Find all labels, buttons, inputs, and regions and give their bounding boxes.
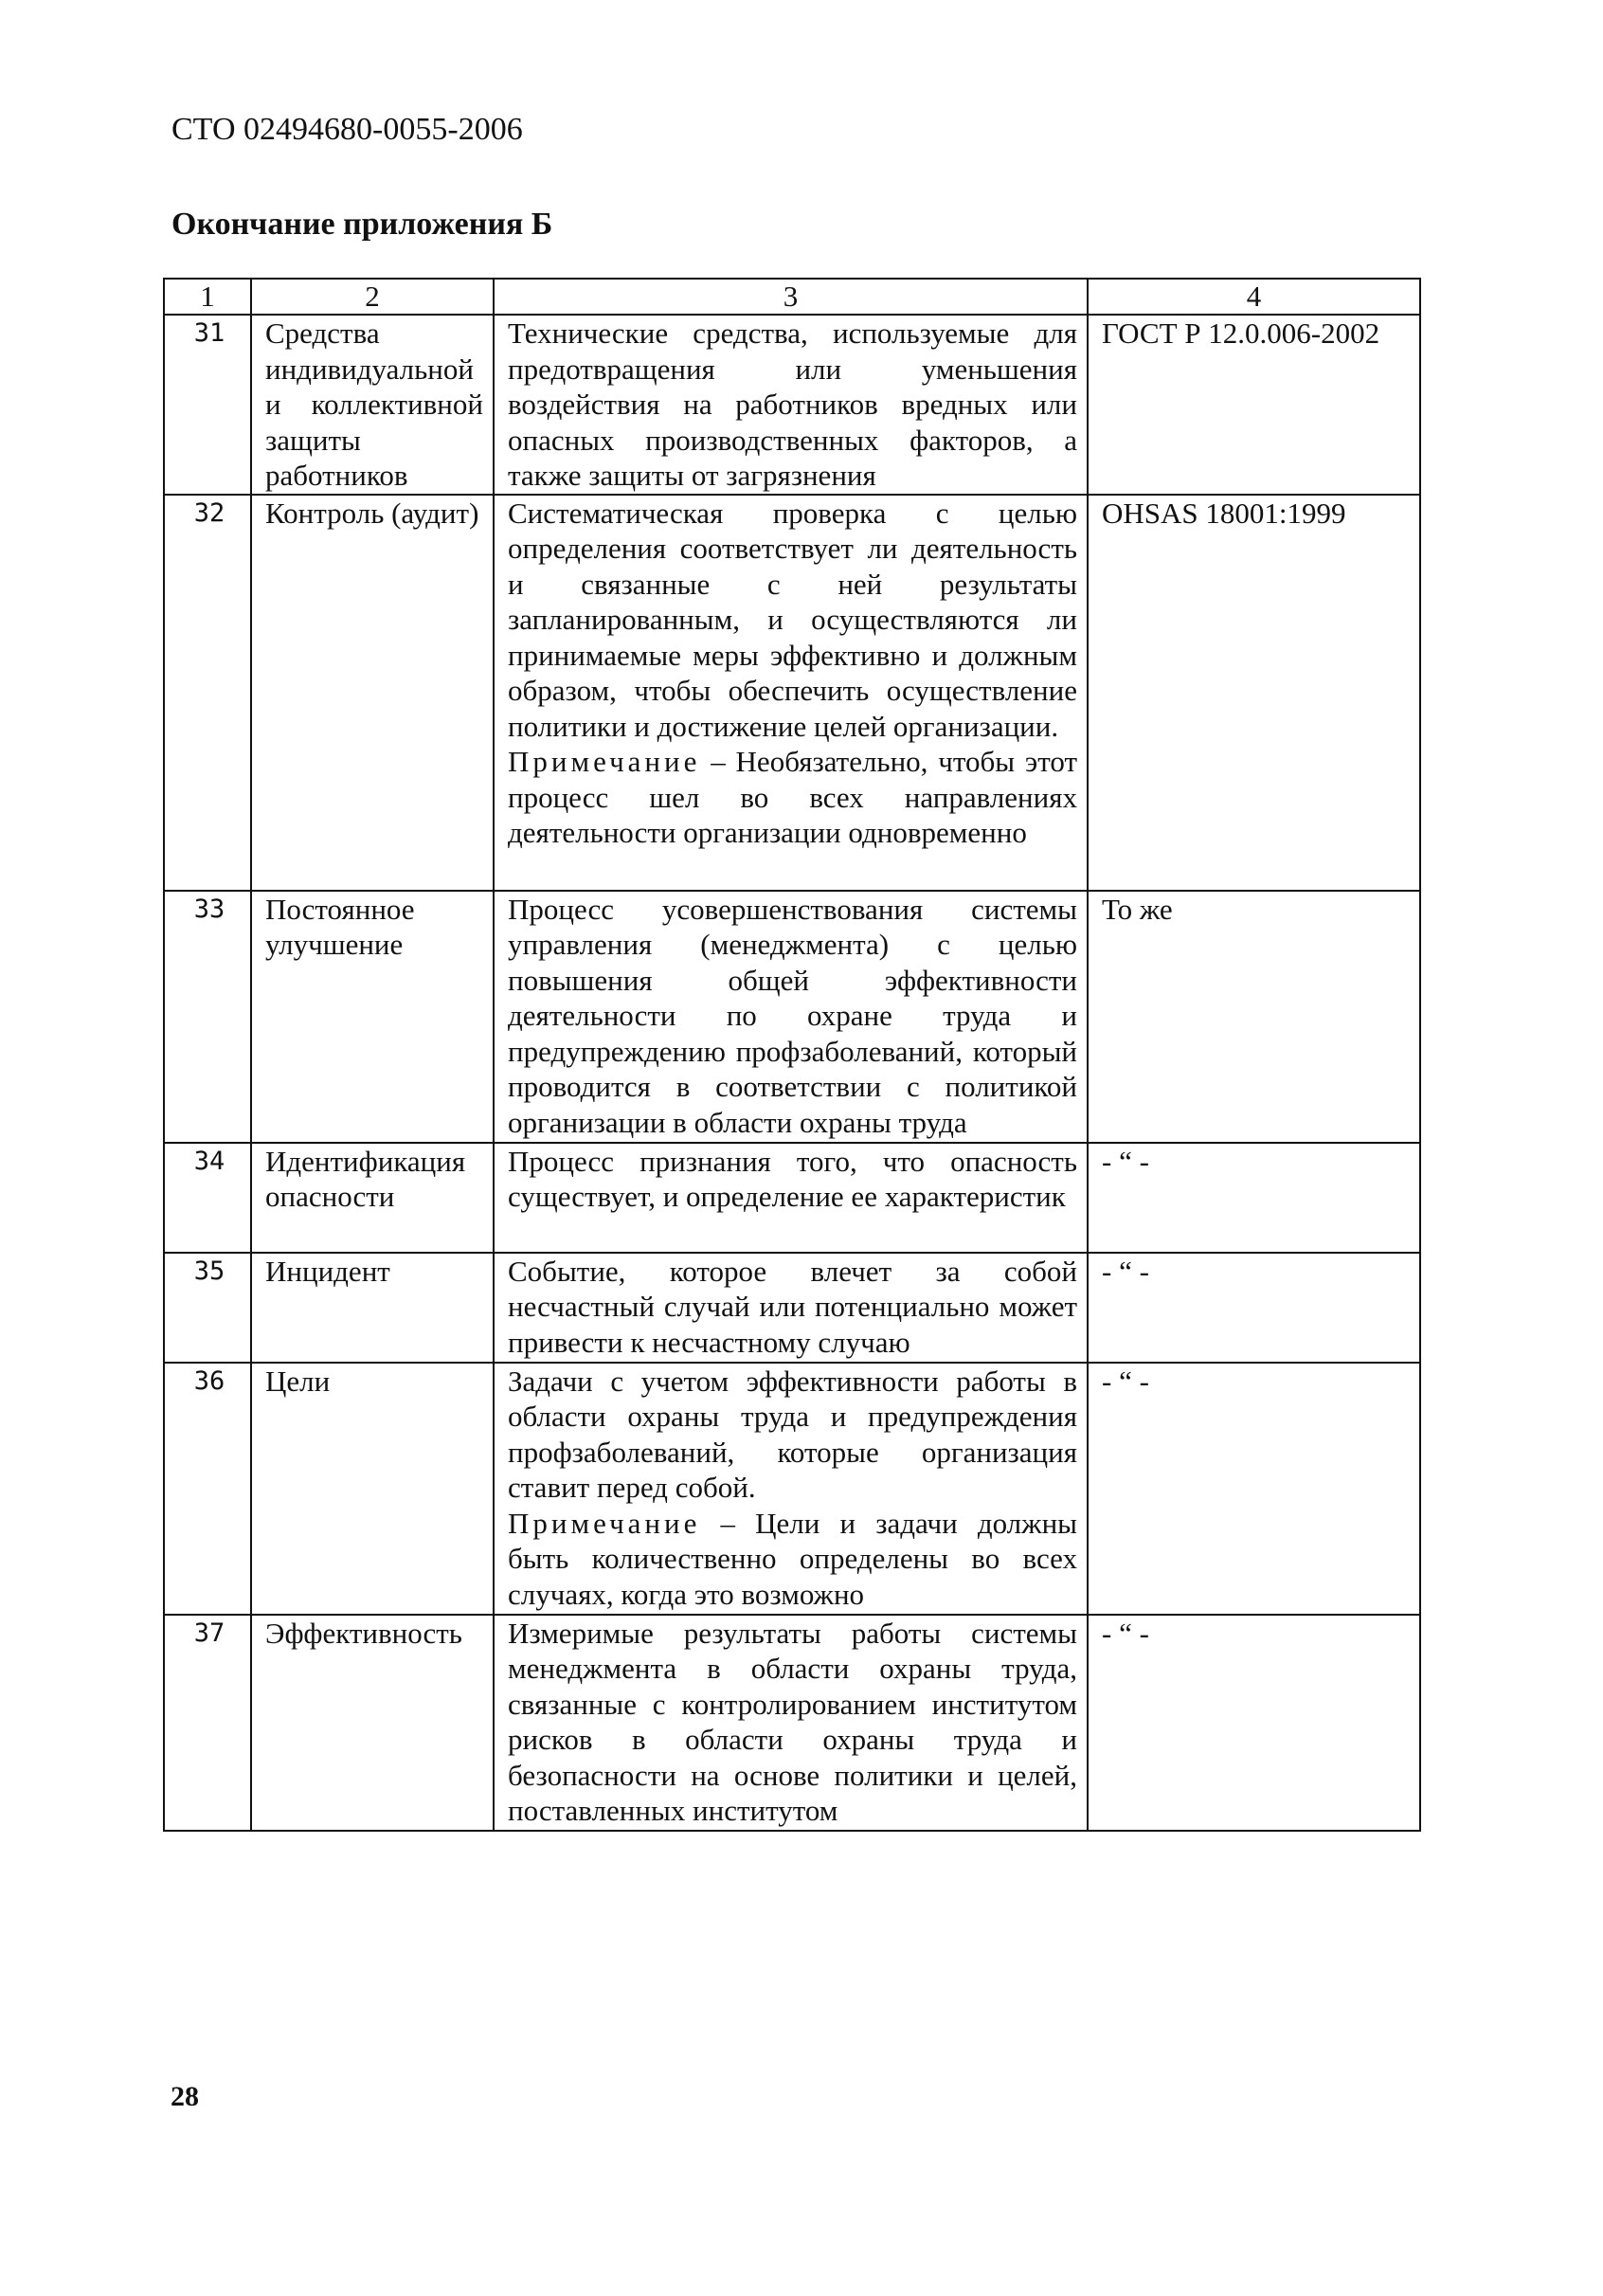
table-row <box>164 891 1420 1143</box>
term-cell: Эффективность <box>251 1615 494 1831</box>
term-cell: Контроль (аудит) <box>251 495 494 891</box>
row-number: 31 <box>164 315 251 495</box>
table-row <box>164 1253 1420 1363</box>
definition-text: Событие, которое влечет за собой несчастный случай или потенциально может привести к несчастному случаю <box>508 1254 1077 1359</box>
definition-cell <box>494 1363 1088 1615</box>
row-number: 33 <box>164 891 251 1143</box>
source-cell: То же <box>1088 891 1420 1143</box>
term-cell: Инцидент <box>251 1253 494 1363</box>
definition-text: Задачи с учетом эффективности работы в области охраны труда и предупреждения профзаболеваний, которые организация ставит перед собой. <box>508 1364 1077 1504</box>
definition-text: Процесс усовершенствования системы управления (менеджмента) с целью повышения общей эффективности деятельности по охране труда и предупреждению профзаболеваний, который проводится в соответствии с политикой организации в области охраны труда <box>508 892 1077 1139</box>
terms-table <box>163 278 1421 1832</box>
table-row <box>164 1143 1420 1253</box>
note-label: Примечание <box>508 1506 701 1540</box>
row-number: 35 <box>164 1253 251 1363</box>
table-row <box>164 315 1420 495</box>
row-number: 34 <box>164 1143 251 1253</box>
section-title: Окончание приложения Б <box>171 207 553 242</box>
source-cell: - “ - <box>1088 1143 1420 1253</box>
note <box>508 744 1077 851</box>
term-cell: Постоянное улучшение <box>251 891 494 1143</box>
table-row <box>164 495 1420 891</box>
source-cell: - “ - <box>1088 1615 1420 1831</box>
table-header-row <box>164 279 1420 315</box>
document-code: СТО 02494680-0055-2006 <box>171 112 523 147</box>
source-cell: - “ - <box>1088 1363 1420 1615</box>
row-number: 37 <box>164 1615 251 1831</box>
note-text: – Цели и задачи должны быть количественно определены во всех случаях, когда это возможно <box>508 1506 1077 1611</box>
note-label: Примечание <box>508 745 701 778</box>
definition-text: Процесс признания того, что опасность существует, и определение ее характеристик <box>508 1144 1077 1213</box>
column-header: 3 <box>494 279 1088 315</box>
definition-text: Измеримые результаты работы системы менеджмента в области охраны труда, связанные с контролированием институтом рисков в области охраны труда и безопасности на основе политики и целей, поставленных институтом <box>508 1616 1077 1827</box>
definition-text: Технические средства, используемые для предотвращения или уменьшения воздействия на работников вредных или опасных производственных факторов, а также защиты от загрязнения <box>508 316 1077 492</box>
column-header: 2 <box>251 279 494 315</box>
definition-cell <box>494 1143 1088 1253</box>
definition-cell <box>494 315 1088 495</box>
term-cell: Средства индивидуальной и коллективной защиты работников <box>251 315 494 495</box>
table-row <box>164 1363 1420 1615</box>
term-cell: Цели <box>251 1363 494 1615</box>
definition-cell <box>494 1253 1088 1363</box>
source-cell: - “ - <box>1088 1253 1420 1363</box>
row-number: 32 <box>164 495 251 891</box>
note <box>508 1506 1077 1613</box>
definition-cell <box>494 891 1088 1143</box>
definition-text: Систематическая проверка с целью определения соответствует ли деятельность и связанные с ней результаты запланированным, и осуществляются ли принимаемые меры эффективно и должным образом, чтобы обеспечить осуществление политики и достижение целей организации. <box>508 496 1077 743</box>
definition-cell <box>494 1615 1088 1831</box>
term-cell: Идентификация опасности <box>251 1143 494 1253</box>
source-cell: ГОСТ Р 12.0.006-2002 <box>1088 315 1420 495</box>
definition-cell <box>494 495 1088 891</box>
column-header: 4 <box>1088 279 1420 315</box>
row-number: 36 <box>164 1363 251 1615</box>
table-row <box>164 1615 1420 1831</box>
column-header: 1 <box>164 279 251 315</box>
page-number: 28 <box>171 2081 199 2112</box>
source-cell: OHSAS 18001:1999 <box>1088 495 1420 891</box>
note-text: – Необязательно, чтобы этот процесс шел во всех направлениях деятельности организации одновременно <box>508 745 1077 849</box>
